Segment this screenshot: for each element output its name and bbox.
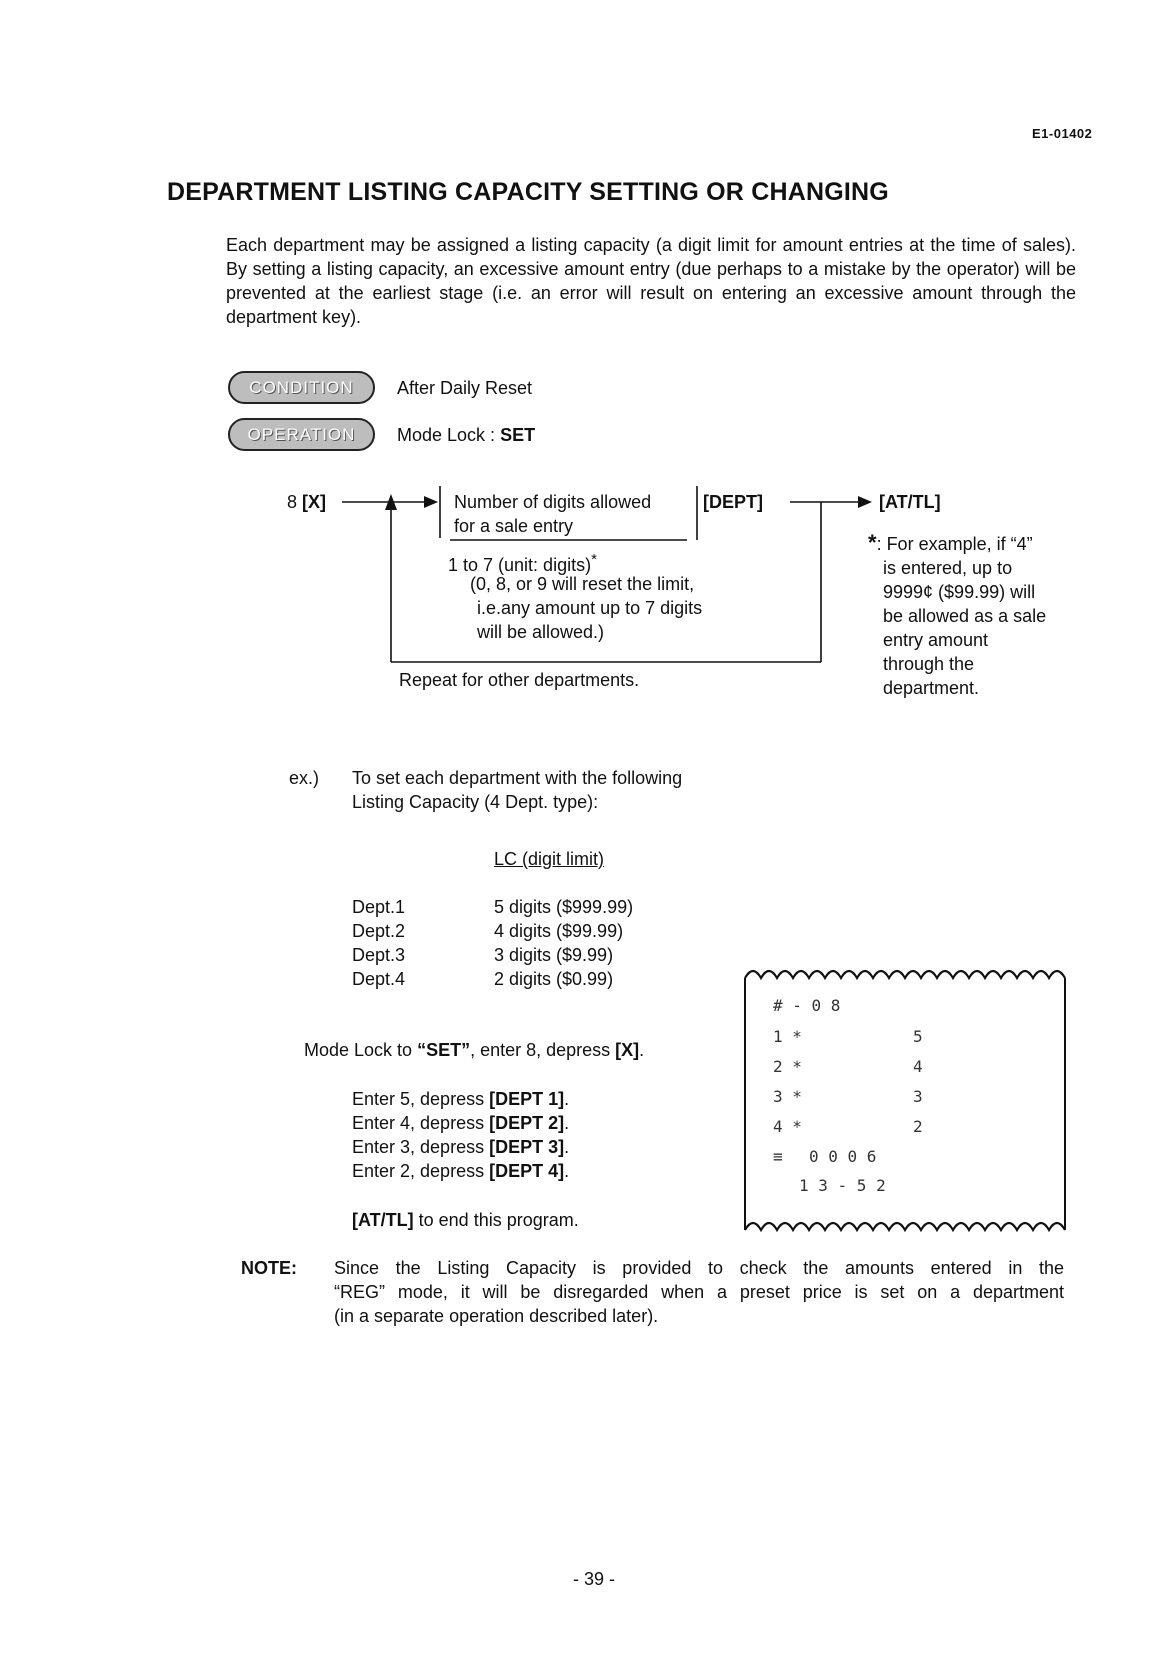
step-mode: “SET” [417, 1040, 471, 1060]
footnote-line: department. [883, 678, 980, 698]
step-text: . [639, 1040, 645, 1060]
footnote [868, 532, 1088, 700]
receipt-dept: 1 * [773, 1027, 802, 1046]
step-text: . [564, 1089, 570, 1109]
note-line: “REG” mode, it will be disregarded when a preset price is set on a department [334, 1282, 1064, 1302]
operation-badge: OPERATION [228, 418, 375, 451]
flow-end-key: [AT/TL] [879, 492, 941, 512]
receipt-value: 4 [913, 1057, 923, 1076]
page-number: - 39 - [573, 1569, 616, 1589]
flow-repeat: Repeat for other departments. [399, 670, 640, 690]
table-dept: Dept.1 [352, 897, 406, 917]
flow-reset-line2: i.e.any amount up to 7 digits [477, 598, 703, 618]
table-row [352, 943, 672, 967]
note-label: NOTE: [241, 1258, 297, 1278]
table-lc: 3 digits ($9.99) [494, 945, 614, 965]
step-text: Mode Lock to [304, 1040, 418, 1060]
step-enter-list [352, 1087, 569, 1183]
footnote-line: be allowed as a sale [883, 606, 1047, 626]
receipt-dept: 3 * [773, 1087, 802, 1106]
intro-paragraph: Each department may be assigned a listing capacity (a digit limit for amount entries at the time of sales). By setting a listing capacity, an excessive amount entry (due perhaps to a mistake by the operator) will be prevented at the earliest stage (i.e. an error will result on entering an excessive amount through the department key). [226, 235, 1076, 327]
step-text: to end this program. [413, 1210, 579, 1230]
example-table [352, 895, 672, 991]
document-id: E1-01402 [1032, 126, 1093, 141]
flow-dept-key: [DEPT] [703, 492, 763, 512]
step-enter [352, 1159, 569, 1183]
example-line1: To set each department with the following [352, 768, 683, 788]
step-text: , enter 8, depress [470, 1040, 616, 1060]
flow-start-key: [X] [302, 492, 327, 512]
table-row [352, 919, 672, 943]
footnote-line: 9999¢ ($99.99) will [883, 582, 1036, 602]
flow-range-text: 1 to 7 (unit: digits) [448, 555, 592, 575]
step-enter [352, 1111, 569, 1135]
step-mode-lock [304, 1038, 644, 1062]
receipt-code: 0 0 0 6 [809, 1147, 877, 1166]
receipt-time: 1 3 - 5 2 [799, 1176, 886, 1195]
receipt-code-symbol: ≡ [773, 1147, 783, 1166]
example-label: ex.) [289, 768, 320, 788]
table-dept: Dept.2 [352, 921, 406, 941]
receipt [773, 996, 953, 1216]
flow-box-line1: Number of digits allowed [454, 492, 652, 512]
footnote-line [868, 532, 1088, 556]
receipt-header-text: # - 0 8 [773, 996, 841, 1015]
flow-start-num: 8 [287, 492, 303, 512]
step-key: [AT/TL] [352, 1210, 414, 1230]
step-text: . [564, 1161, 570, 1181]
step-key: [DEPT 3] [489, 1137, 565, 1157]
operation-value: SET [500, 425, 536, 445]
step-enter [352, 1135, 569, 1159]
flow-reset-line1: (0, 8, or 9 will reset the limit, [470, 574, 695, 594]
step-enter [352, 1087, 569, 1111]
note-text [334, 1256, 1064, 1328]
receipt-value: 3 [913, 1087, 923, 1106]
footnote-star: * [868, 530, 877, 555]
step-text: Enter 5, depress [352, 1089, 490, 1109]
flow-range-star: * [591, 551, 597, 568]
table-lc: 4 digits ($99.99) [494, 921, 624, 941]
condition-badge: CONDITION [228, 371, 375, 404]
note-line: Since the Listing Capacity is provided to check the amounts entered in the [334, 1258, 1064, 1278]
flow-box-line2: for a sale entry [454, 516, 574, 536]
receipt-value: 5 [913, 1027, 923, 1046]
step-key: [DEPT 4] [489, 1161, 565, 1181]
footnote-line: entry amount [883, 630, 989, 650]
step-text: . [564, 1137, 570, 1157]
example-line2: Listing Capacity (4 Dept. type): [352, 792, 599, 812]
footnote-line: is entered, up to [883, 558, 1013, 578]
table-lc: 5 digits ($999.99) [494, 897, 634, 917]
step-text: Enter 2, depress [352, 1161, 490, 1181]
page-title: DEPARTMENT LISTING CAPACITY SETTING OR CHANGING [167, 178, 889, 206]
table-dept: Dept.4 [352, 969, 406, 989]
step-end [352, 1208, 579, 1232]
note-line: (in a separate operation described later). [334, 1306, 659, 1326]
receipt-value: 2 [913, 1117, 923, 1136]
table-dept: Dept.3 [352, 945, 406, 965]
table-row [352, 967, 672, 991]
receipt-dept: 2 * [773, 1057, 802, 1076]
step-text: . [564, 1113, 570, 1133]
step-key: [X] [615, 1040, 640, 1060]
step-key: [DEPT 1] [489, 1089, 565, 1109]
step-key: [DEPT 2] [489, 1113, 565, 1133]
footnote-text: : For example, if “4” [876, 534, 1033, 554]
step-text: Enter 3, depress [352, 1137, 490, 1157]
flow-reset-line3: will be allowed.) [477, 622, 605, 642]
footnote-line: through the [883, 654, 975, 674]
table-row [352, 895, 672, 919]
condition-text: After Daily Reset [397, 378, 533, 398]
operation-label: Mode Lock : [397, 425, 501, 445]
example-table-header: LC (digit limit) [494, 849, 605, 869]
step-text: Enter 4, depress [352, 1113, 490, 1133]
receipt-dept: 4 * [773, 1117, 802, 1136]
table-lc: 2 digits ($0.99) [494, 969, 614, 989]
